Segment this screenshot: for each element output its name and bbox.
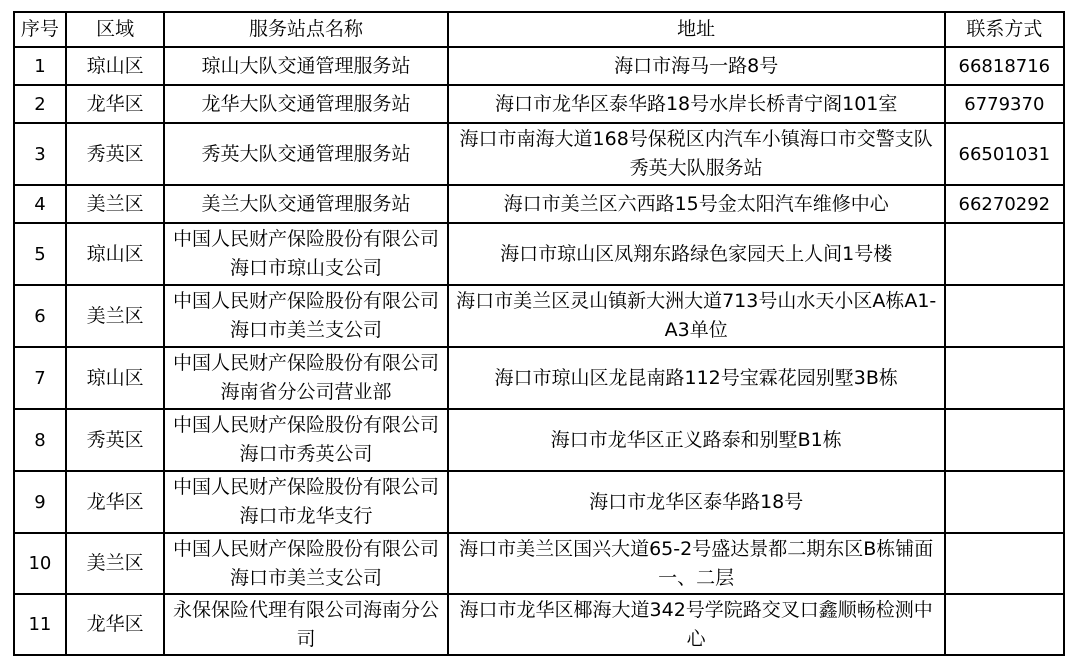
row-no: 9: [14, 471, 66, 533]
row-address: 海口市琼山区凤翔东路绿色家园天上人间1号楼: [448, 223, 945, 285]
row-contact: [945, 533, 1064, 594]
row-name: 中国人民财产保险股份有限公司海南省分公司营业部: [164, 347, 447, 409]
table-row: [14, 533, 1064, 594]
row-name: 龙华大队交通管理服务站: [164, 85, 447, 123]
row-district: 美兰区: [66, 533, 165, 594]
row-district: 美兰区: [66, 285, 165, 347]
row-name: 中国人民财产保险股份有限公司海口市秀英公司: [164, 409, 447, 471]
table-row: [14, 123, 1064, 185]
row-contact: [945, 471, 1064, 533]
table-row: [14, 594, 1064, 655]
row-address: 海口市海马一路8号: [448, 47, 945, 85]
row-contact: [945, 409, 1064, 471]
row-name: 中国人民财产保险股份有限公司海口市美兰支公司: [164, 285, 447, 347]
row-address: 海口市美兰区灵山镇新大洲大道713号山水天小区A栋A1-A3单位: [448, 285, 945, 347]
table-row: [14, 347, 1064, 409]
row-contact: [945, 347, 1064, 409]
header-cell-no: 序号: [14, 12, 66, 47]
row-address: 海口市龙华区泰华路18号: [448, 471, 945, 533]
row-district: 琼山区: [66, 223, 165, 285]
table-row: [14, 285, 1064, 347]
row-name: 琼山大队交通管理服务站: [164, 47, 447, 85]
row-district: 秀英区: [66, 123, 165, 185]
row-address: 海口市龙华区正义路泰和别墅B1栋: [448, 409, 945, 471]
row-no: 7: [14, 347, 66, 409]
table-header-row: [14, 12, 1064, 47]
row-no: 5: [14, 223, 66, 285]
row-name: 永保保险代理有限公司海南分公司: [164, 594, 447, 655]
row-contact: 66270292: [945, 185, 1064, 223]
row-name: 秀英大队交通管理服务站: [164, 123, 447, 185]
row-district: 秀英区: [66, 409, 165, 471]
row-address: 海口市美兰区六西路15号金太阳汽车维修中心: [448, 185, 945, 223]
row-no: 10: [14, 533, 66, 594]
row-contact: [945, 594, 1064, 655]
service-station-table-wrapper: [13, 11, 1065, 656]
row-address: 海口市龙华区泰华路18号水岸长桥青宁阁101室: [448, 85, 945, 123]
table-row: [14, 223, 1064, 285]
row-no: 3: [14, 123, 66, 185]
row-district: 美兰区: [66, 185, 165, 223]
row-contact: 6779370: [945, 85, 1064, 123]
row-no: 2: [14, 85, 66, 123]
table-row: [14, 85, 1064, 123]
row-no: 4: [14, 185, 66, 223]
row-no: 8: [14, 409, 66, 471]
row-address: 海口市南海大道168号保税区内汽车小镇海口市交警支队秀英大队服务站: [448, 123, 945, 185]
row-name: 中国人民财产保险股份有限公司海口市琼山支公司: [164, 223, 447, 285]
table-row: [14, 409, 1064, 471]
row-no: 1: [14, 47, 66, 85]
row-no: 11: [14, 594, 66, 655]
row-contact: 66818716: [945, 47, 1064, 85]
row-no: 6: [14, 285, 66, 347]
row-district: 琼山区: [66, 347, 165, 409]
header-cell-contact: 联系方式: [945, 12, 1064, 47]
row-contact: [945, 285, 1064, 347]
row-district: 龙华区: [66, 85, 165, 123]
row-name: 美兰大队交通管理服务站: [164, 185, 447, 223]
row-name: 中国人民财产保险股份有限公司海口市龙华支行: [164, 471, 447, 533]
row-district: 龙华区: [66, 594, 165, 655]
row-district: 琼山区: [66, 47, 165, 85]
row-contact: 66501031: [945, 123, 1064, 185]
row-address: 海口市龙华区椰海大道342号学院路交叉口鑫顺畅检测中心: [448, 594, 945, 655]
header-cell-district: 区域: [66, 12, 165, 47]
row-address: 海口市琼山区龙昆南路112号宝霖花园别墅3B栋: [448, 347, 945, 409]
row-address: 海口市美兰区国兴大道65-2号盛达景都二期东区B栋铺面一、二层: [448, 533, 945, 594]
header-cell-address: 地址: [448, 12, 945, 47]
table-row: [14, 185, 1064, 223]
header-cell-name: 服务站点名称: [164, 12, 447, 47]
row-contact: [945, 223, 1064, 285]
table-row: [14, 47, 1064, 85]
row-district: 龙华区: [66, 471, 165, 533]
service-station-table: [13, 11, 1065, 656]
row-name: 中国人民财产保险股份有限公司海口市美兰支公司: [164, 533, 447, 594]
table-row: [14, 471, 1064, 533]
